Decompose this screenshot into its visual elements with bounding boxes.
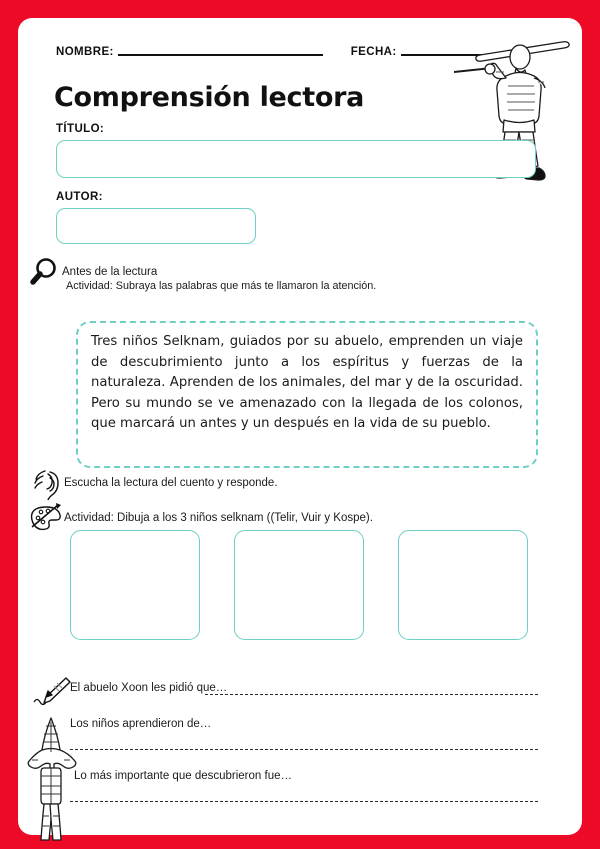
listen-row [30,466,278,500]
ear-icon [30,466,64,500]
name-label: NOMBRE: [56,46,114,58]
before-reading-heading: Antes de la lectura [62,266,158,278]
titulo-input[interactable] [56,140,536,178]
autor-input[interactable] [56,208,256,244]
drawing-boxes [70,530,528,640]
prompt-2-text: Los niños aprendieron de… [70,718,212,730]
drawing-box[interactable] [234,530,364,640]
listen-text: Escucha la lectura del cuento y responde. [64,477,278,489]
prompt-3-answer-line[interactable] [70,801,538,802]
name-write-line[interactable] [118,54,323,56]
drawing-box[interactable] [398,530,528,640]
prompt-1-text: El abuelo Xoon les pidió que… [70,682,228,694]
selknam-spirit-figure-icon [20,716,82,844]
prompt-3-text: Lo más importante que descubrieron fue… [74,770,292,782]
prompt-1-answer-line[interactable] [205,694,538,695]
autor-label: AUTOR: [56,191,103,203]
drawing-box[interactable] [70,530,200,640]
prompt-2-answer-line[interactable] [70,749,538,750]
palette-icon [30,501,64,535]
page-title: Comprensión lectora [54,82,365,113]
pencil-icon [32,674,72,712]
date-label: FECHA: [350,46,397,58]
magnifier-icon [28,255,62,289]
titulo-label: TÍTULO: [56,123,105,135]
reading-passage-box[interactable] [76,321,538,468]
draw-activity-text: Actividad: Dibuja a los 3 niños selknam ((Telir, Vuir y Kospe). [64,512,373,524]
reading-passage-text: Tres niños Selknam, guiados por su abuelo, emprenden un viaje de descubrimiento junto a los espíritus y fuerzas de la naturaleza. Aprenden de los animales, del mar y de la oscuridad. Pero su mundo se ve amenazado con la llegada de los colonos, que marcará un antes y un después en la vida de su pueblo. [91,334,523,432]
before-reading-activity: Actividad: Subraya las palabras que más te llamaron la atención. [66,280,377,292]
worksheet-page [18,18,582,835]
